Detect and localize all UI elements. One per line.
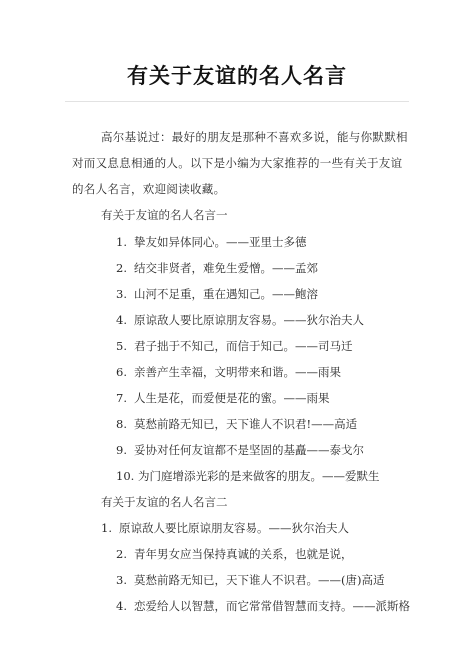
- quote-number: 4.: [116, 599, 127, 613]
- quote-line: [116, 234, 307, 250]
- quote-line: [116, 442, 364, 458]
- quote-number: 4.: [116, 313, 127, 327]
- quote-text: 结交非贤者，难免生爱憎。——孟郊: [134, 261, 318, 275]
- quote-text: 亲善产生幸福，文明带来和谐。——雨果: [134, 365, 341, 379]
- quote-number: 1.: [101, 521, 112, 535]
- quote-text: 君子拙于不知己，而信于知己。——司马迁: [134, 339, 353, 353]
- quote-line: [116, 598, 410, 614]
- quote-line: [116, 416, 357, 432]
- quote-line: [101, 520, 349, 536]
- quote-line: [116, 312, 364, 328]
- quote-text: 人生是花，而爱便是花的蜜。——雨果: [134, 391, 330, 405]
- quote-number: 10.: [116, 469, 135, 483]
- quote-text: 莫愁前路无知已，天下谁人不识君。——(唐)高适: [134, 573, 385, 587]
- quote-text: 原谅敌人要比原谅朋友容易。——狄尔治夫人: [134, 313, 364, 327]
- quote-line: [116, 546, 353, 562]
- quote-number: 6.: [116, 365, 127, 379]
- quote-number: 1.: [116, 235, 127, 249]
- quote-number: 5.: [116, 339, 127, 353]
- quote-line: [116, 260, 318, 276]
- section-heading-2: 有关于友谊的名人名言二: [101, 495, 228, 509]
- title-divider: [65, 101, 409, 102]
- quote-text: 妥协对任何友谊都不是坚固的基矗——泰戈尔: [134, 443, 364, 457]
- quote-text: 挚友如异体同心。——亚里士多德: [134, 235, 307, 249]
- quote-line: [116, 338, 353, 354]
- quote-line: [116, 364, 341, 380]
- quote-line: [116, 286, 318, 302]
- quote-text: 山河不足重，重在遇知己。——鲍溶: [134, 287, 318, 301]
- quote-number: 7.: [116, 391, 127, 405]
- quote-text: 莫愁前路无知已，天下谁人不识君!——高适: [134, 417, 358, 431]
- quote-line: [116, 572, 384, 588]
- quote-number: 9.: [116, 443, 127, 457]
- quote-number: 2.: [116, 547, 127, 561]
- quote-text: 原谅敌人要比原谅朋友容易。——狄尔治夫人: [119, 521, 349, 535]
- quote-line: [116, 390, 330, 406]
- quote-text: 为门庭增添光彩的是来做客的朋友。——爱默生: [138, 469, 380, 483]
- quote-text: 恋爱给人以智慧，而它常常借智慧而支持。——派斯格: [134, 599, 410, 613]
- quote-line: [116, 468, 380, 484]
- quote-number: 3.: [116, 573, 127, 587]
- quote-text: 青年男女应当保持真诚的关系，也就是说，: [134, 547, 353, 561]
- quote-number: 3.: [116, 287, 127, 301]
- intro-paragraph: 高尔基说过：最好的朋友是那种不喜欢多说，能与你默默相对而又息息相通的人。以下是小编为大家推荐的一些有关于友谊的名人名言，欢迎阅读收藏。: [72, 130, 408, 196]
- document-title: 有关于友谊的名人名言: [127, 64, 347, 88]
- section-heading-1: 有关于友谊的名人名言一: [101, 208, 228, 222]
- quote-number: 8.: [116, 417, 127, 431]
- quote-number: 2.: [116, 261, 127, 275]
